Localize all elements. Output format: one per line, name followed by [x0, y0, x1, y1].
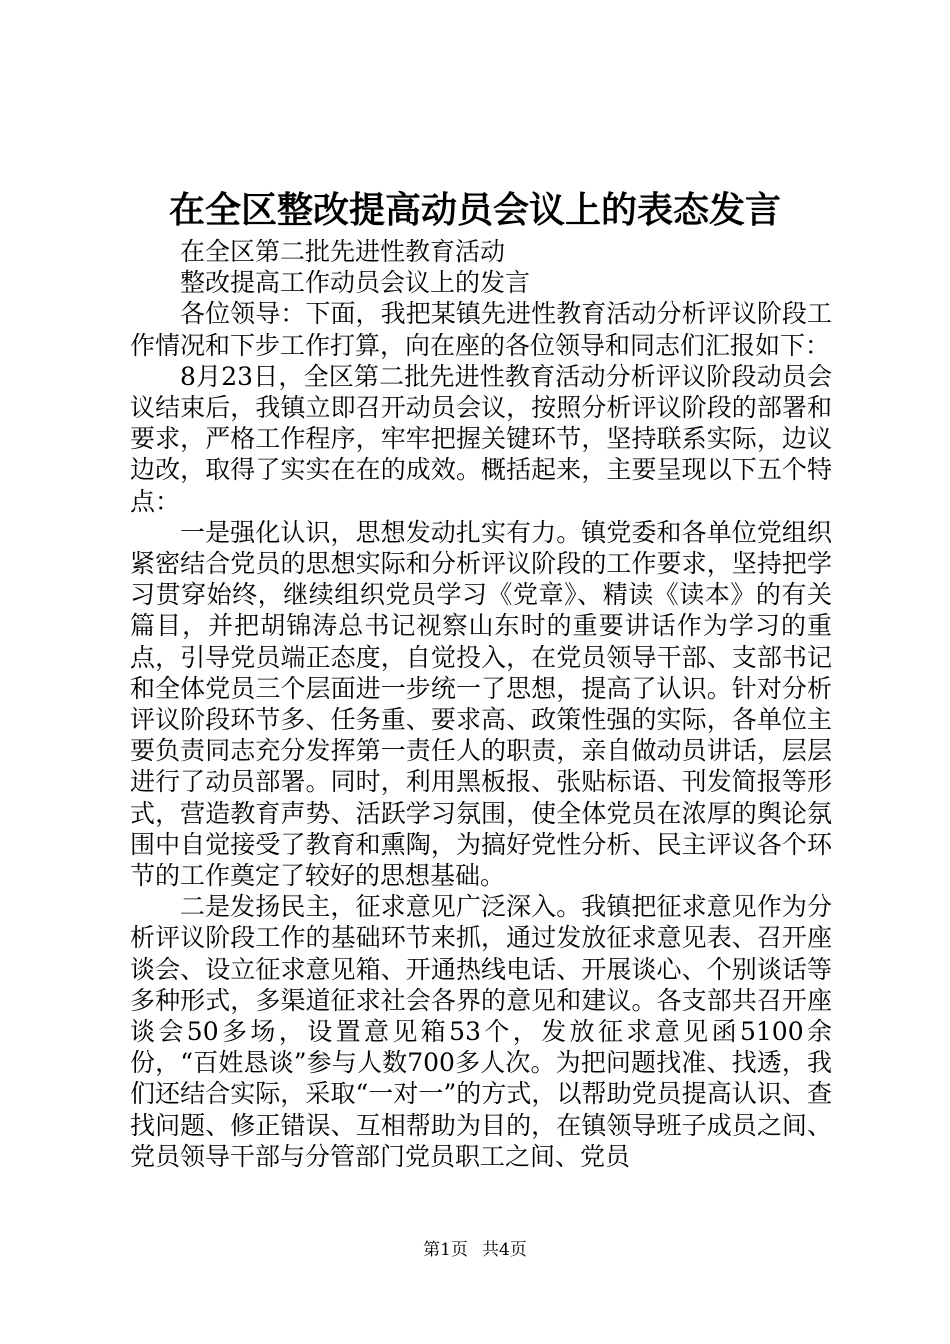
page-footer: [0, 1239, 950, 1261]
paragraph-point-one: 一是强化认识，思想发动扎实有力。镇党委和各单位党组织紧密结合党员的思想实际和分析评议阶段的工作要求，坚持把学习贯穿始终，继续组织党员学习《党章》、精读《读本》的有关篇目，并把胡锦涛总书记视察山东时的重要讲话作为学习的重点，引导党员端正态度，自觉投入，在党员领导干部、支部书记和全体党员三个层面进一步统一了思想，提高了认识。针对分析评议阶段环节多、任务重、要求高、政策性强的实际，各单位主要负责同志充分发挥第一责任人的职责，亲自做动员讲话，层层进行了动员部署。同时，利用黑板报、张贴标语、刊发简报等形式，营造教育声势、活跃学习氛围，使全体党员在浓厚的舆论氛围中自觉接受了教育和熏陶，为搞好党性分析、民主评议各个环节的工作奠定了较好的思想基础。: [130, 517, 832, 891]
subtitle-line: 整改提高工作动员会议上的发言: [180, 268, 531, 298]
page-total: 共4页: [482, 1240, 527, 1260]
document-body: [130, 236, 832, 1172]
document-title: 在全区整改提高动员会议上的表态发言: [168, 189, 781, 231]
paragraph-greeting: 各位领导：下面，我把某镇先进性教育活动分析评议阶段工作情况和下步工作打算，向在座的各位领导和同志们汇报如下：: [130, 299, 832, 360]
page-number: 第1页: [423, 1240, 468, 1260]
paragraph-point-two: 二是发扬民主，征求意见广泛深入。我镇把征求意见作为分析评议阶段工作的基础环节来抓，通过发放征求意见表、召开座谈会、设立征求意见箱、开通热线电话、开展谈心、个别谈话等多种形式，多渠道征求社会各界的意见和建议。各支部共召开座谈会50多场，设置意见箱53个，发放征求意见函5100余份，“百姓恳谈”参与人数700多人次。为把问题找准、找透，我们还结合实际，采取“一对一”的方式，以帮助党员提高认识、查找问题、修正错误、互相帮助为目的，在镇领导班子成员之间、党员领导干部与分管部门党员职工之间、党员: [130, 892, 832, 1171]
subtitle-line: 在全区第二批先进性教育活动: [180, 237, 506, 266]
paragraph-overview: 8月23日，全区第二批先进性教育活动分析评议阶段动员会议结束后，我镇立即召开动员会议，按照分析评议阶段的部署和要求，严格工作程序，牢牢把握关键环节，坚持联系实际，边议边改，取得了实实在在的成效。概括起来，主要呈现以下五个特点：: [130, 361, 832, 516]
